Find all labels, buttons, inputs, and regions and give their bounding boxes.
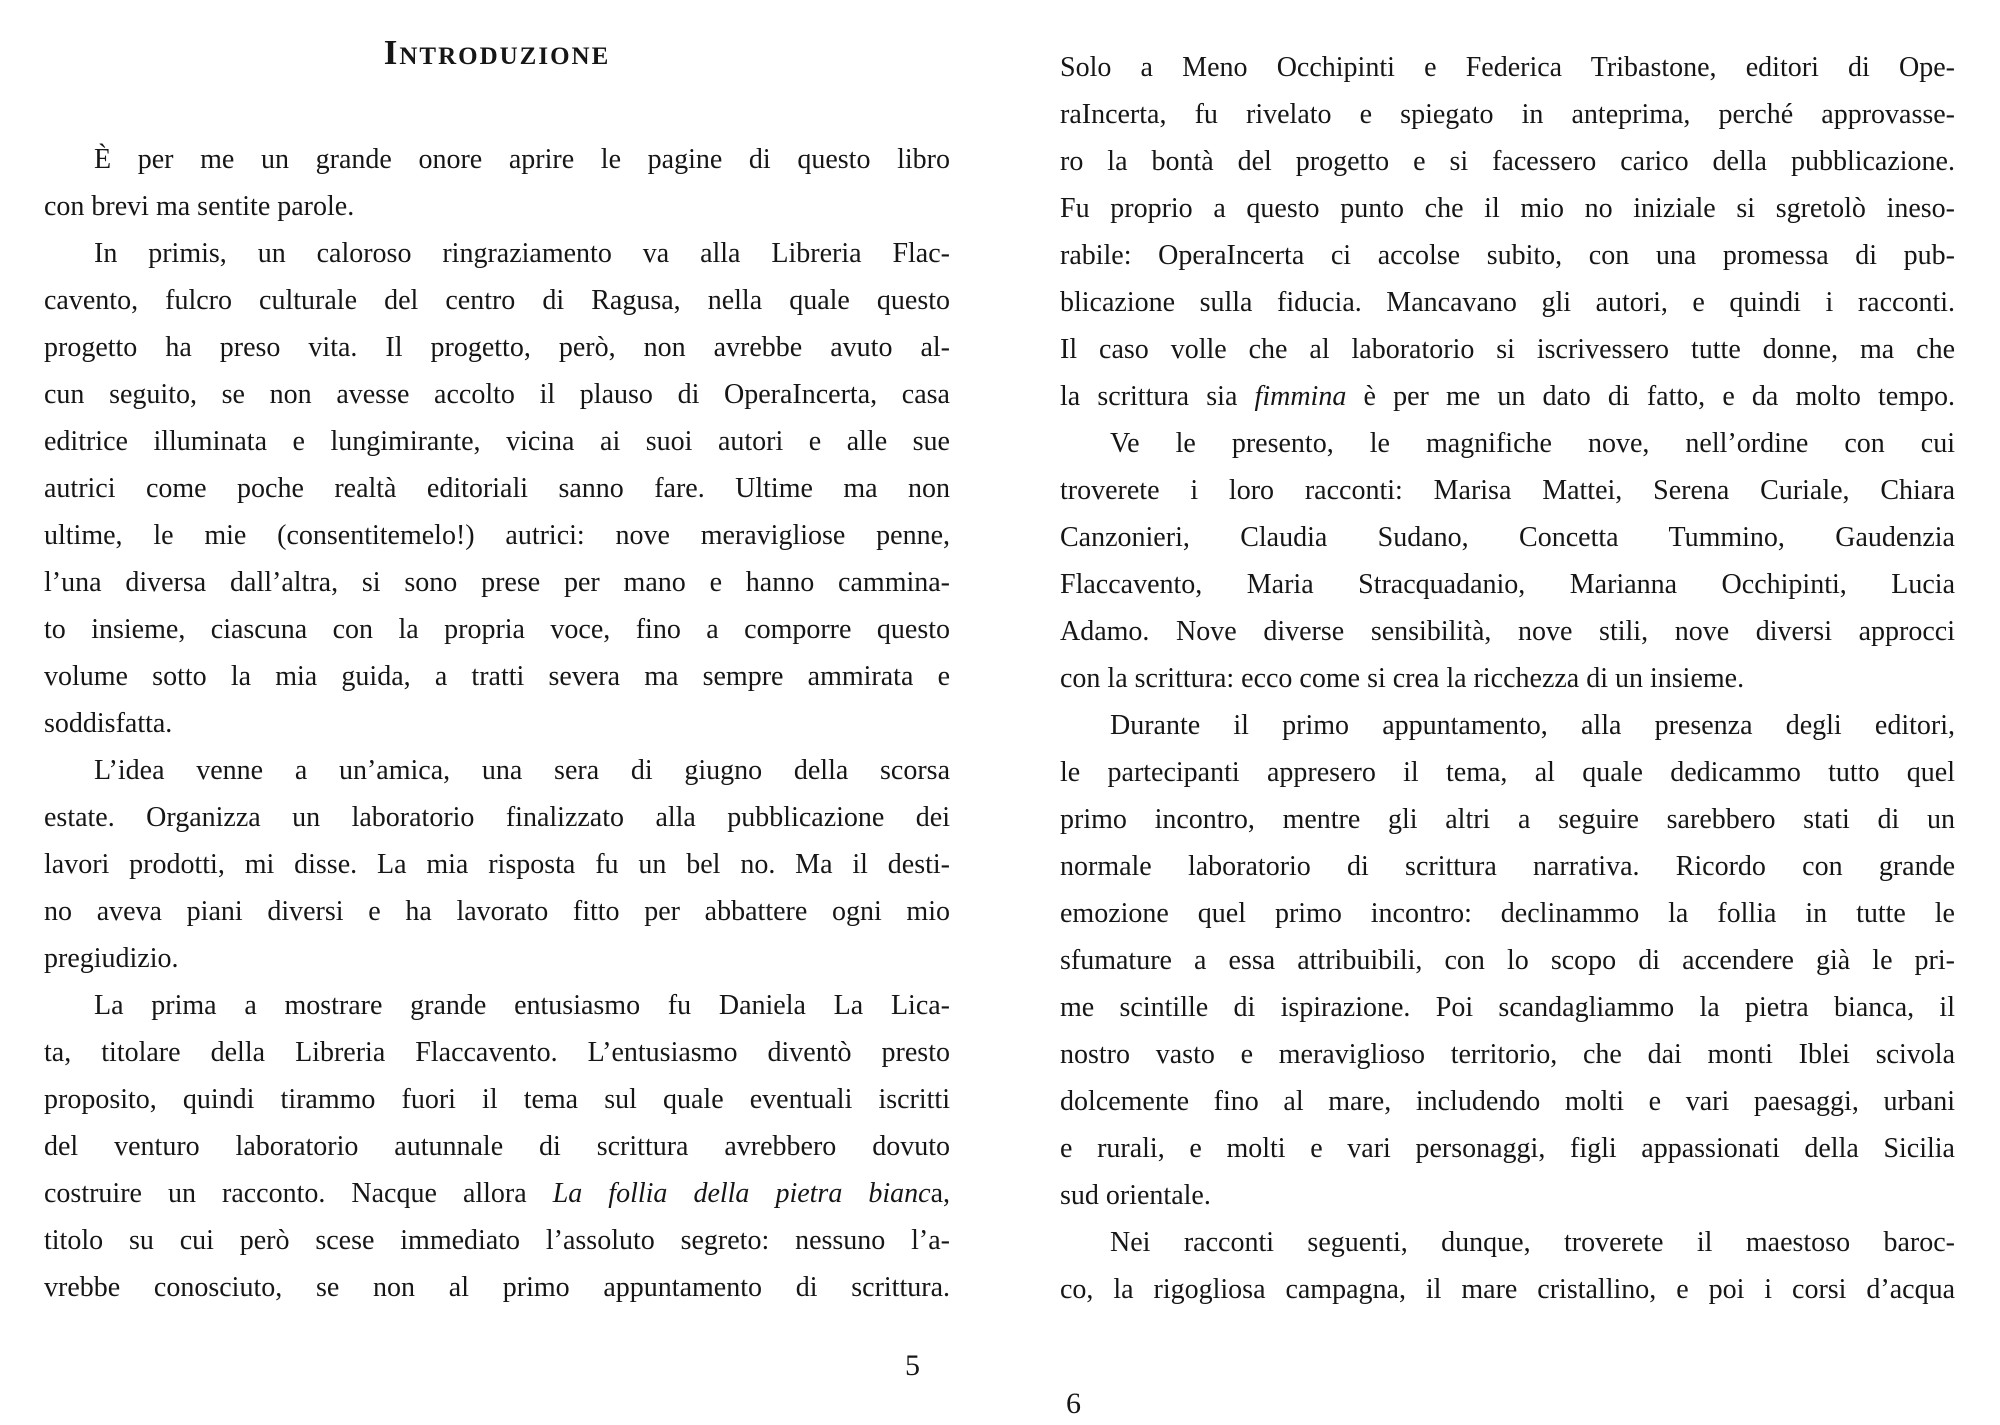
text-segment: titolo su cui però scese immediato l’assoluto segreto: nessuno l’a- [44, 1225, 950, 1256]
text-line [1060, 702, 1955, 749]
text-segment: normale laboratorio di scrittura narrativa. Ricordo con grande [1060, 851, 1955, 882]
text-segment: nostro vasto e meraviglioso territorio, che dai monti Iblei scivola [1060, 1039, 1955, 1070]
text-line [44, 324, 950, 371]
text-segment: cavento, fulcro culturale del centro di Ragusa, nella quale questo [44, 285, 950, 316]
text-line [44, 841, 950, 888]
text-line [44, 465, 950, 512]
text-segment: con brevi ma sentite parole. [44, 191, 355, 222]
text-segment: emozione quel primo incontro: declinammo la follia in tutte le [1060, 898, 1955, 929]
text-segment: me scintille di ispirazione. Poi scandagliammo la pietra bianca, il [1060, 992, 1955, 1023]
text-line [1060, 232, 1955, 279]
text-line [1060, 1219, 1955, 1266]
text-line [44, 1029, 950, 1076]
text-segment: Fu proprio a questo punto che il mio no iniziale si sgretolò ineso- [1060, 193, 1955, 224]
text-line [44, 136, 950, 183]
italic-phrase: La follia della pietra bianc [552, 1178, 931, 1209]
text-line [1060, 1031, 1955, 1078]
text-segment: In primis, un caloroso ringraziamento va alla Libreria Flac- [94, 238, 950, 269]
text-segment: progetto ha preso vita. Il progetto, però, non avrebbe avuto al- [44, 332, 950, 363]
text-segment: to insieme, ciascuna con la propria voce, fino a comporre questo [44, 614, 950, 645]
text-line [1060, 984, 1955, 1031]
text-segment: estate. Organizza un laboratorio finalizzato alla pubblicazione dei [44, 802, 950, 833]
text-line [44, 1170, 950, 1217]
text-block [1060, 44, 1955, 1313]
text-line [1060, 138, 1955, 185]
text-segment: ro la bontà del progetto e si facessero carico della pubblicazione. [1060, 146, 1955, 177]
text-line [44, 1076, 950, 1123]
text-line [44, 747, 950, 794]
text-segment: costruire un racconto. Nacque allora [44, 1178, 553, 1209]
text-line [44, 1123, 950, 1170]
text-segment: rabile: OperaIncerta ci accolse subito, con una promessa di pub- [1060, 240, 1955, 271]
text-line [44, 935, 950, 982]
text-segment: Canzonieri, Claudia Sudano, Concetta Tummino, Gaudenzia [1060, 522, 1955, 553]
text-line [1060, 514, 1955, 561]
text-segment: primo incontro, mentre gli altri a seguire sarebbero stati di un [1060, 804, 1955, 835]
text-line [1060, 1078, 1955, 1125]
text-segment: soddisfatta. [44, 708, 173, 739]
text-segment: con la scrittura: ecco come si crea la ricchezza di un insieme. [1060, 663, 1745, 694]
text-line [44, 512, 950, 559]
text-segment: vrebbe conosciuto, se non al primo appuntamento di scrittura. [44, 1272, 950, 1303]
text-segment: proposito, quindi tirammo fuori il tema sul quale eventuali iscritti [44, 1084, 950, 1115]
text-segment: editrice illuminata e lungimirante, vicina ai suoi autori e alle sue [44, 426, 950, 457]
text-line [44, 183, 950, 230]
text-line [1060, 655, 1955, 702]
text-segment: ultime, le mie (consentitemelo!) autrici: nove meravigliose penne, [44, 520, 950, 551]
text-segment: del venturo laboratorio autunnale di scrittura avrebbero dovuto [44, 1131, 950, 1162]
text-segment: e rurali, e molti e vari personaggi, figli appassionati della Sicilia [1060, 1133, 1955, 1164]
text-block [44, 136, 950, 1311]
text-line [1060, 561, 1955, 608]
text-segment: Ve le presento, le magnifiche nove, nell’ordine con cui [1110, 428, 1955, 459]
text-line [1060, 1266, 1955, 1313]
text-segment: la scrittura sia [1060, 381, 1255, 412]
text-line [44, 794, 950, 841]
page-title: Introduzione [383, 33, 611, 72]
text-line [1060, 890, 1955, 937]
text-line [1060, 937, 1955, 984]
text-line [44, 1217, 950, 1264]
text-line [1060, 608, 1955, 655]
text-segment: Flaccavento, Maria Stracquadanio, Marianna Occhipinti, Lucia [1060, 569, 1955, 600]
text-segment: le partecipanti appresero il tema, al quale dedicammo tutto quel [1060, 757, 1955, 788]
text-line [44, 700, 950, 747]
text-segment: sud orientale. [1060, 1180, 1211, 1211]
page-number-left: 5 [905, 1349, 920, 1382]
text-line [1060, 467, 1955, 514]
text-line [1060, 44, 1955, 91]
text-line [44, 277, 950, 324]
text-segment: raIncerta, fu rivelato e spiegato in anteprima, perché approvasse- [1060, 99, 1955, 130]
text-line [44, 653, 950, 700]
text-segment: È per me un grande onore aprire le pagine di questo libro [94, 144, 950, 175]
page-left [44, 32, 950, 1311]
text-segment: Nei racconti seguenti, dunque, troverete il maestoso baroc- [1110, 1227, 1955, 1258]
text-line [1060, 279, 1955, 326]
text-line [1060, 91, 1955, 138]
text-line [1060, 326, 1955, 373]
text-segment: a, [930, 1178, 950, 1209]
text-line [44, 559, 950, 606]
text-line [44, 606, 950, 653]
text-segment: co, la rigogliosa campagna, il mare cristallino, e poi i corsi d’acqua [1060, 1274, 1955, 1305]
text-segment: cun seguito, se non avesse accolto il plauso di OperaIncerta, casa [44, 379, 950, 410]
text-line [44, 888, 950, 935]
text-segment: sfumature a essa attribuibili, con lo scopo di accendere già le pri- [1060, 945, 1955, 976]
text-segment: troverete i loro racconti: Marisa Mattei, Serena Curiale, Chiara [1060, 475, 1955, 506]
text-segment: Adamo. Nove diverse sensibilità, nove stili, nove diversi approcci [1060, 616, 1955, 647]
text-segment: Il caso volle che al laboratorio si iscrivessero tutte donne, ma che [1060, 334, 1955, 365]
text-segment: autrici come poche realtà editoriali sanno fare. Ultime ma non [44, 473, 950, 504]
text-line [1060, 373, 1955, 420]
text-segment: L’idea venne a un’amica, una sera di giugno della scorsa [94, 755, 950, 786]
text-segment: lavori prodotti, mi disse. La mia risposta fu un bel no. Ma il desti- [44, 849, 950, 880]
text-line [44, 982, 950, 1029]
text-line [1060, 796, 1955, 843]
text-segment: Solo a Meno Occhipinti e Federica Tribastone, editori di Ope- [1060, 52, 1955, 83]
text-segment: La prima a mostrare grande entusiasmo fu Daniela La Lica- [94, 990, 950, 1021]
text-line [1060, 843, 1955, 890]
text-line [1060, 420, 1955, 467]
text-segment: pregiudizio. [44, 943, 179, 974]
text-line [1060, 749, 1955, 796]
text-line [44, 418, 950, 465]
text-line [1060, 1172, 1955, 1219]
text-segment: no aveva piani diversi e ha lavorato fitto per abbattere ogni mio [44, 896, 950, 927]
text-segment: Durante il primo appuntamento, alla presenza degli editori, [1110, 710, 1955, 741]
text-line [1060, 1125, 1955, 1172]
text-segment: l’una diversa dall’altra, si sono prese per mano e hanno cammina- [44, 567, 950, 598]
text-line [44, 371, 950, 418]
text-segment: dolcemente fino al mare, includendo molti e vari paesaggi, urbani [1060, 1086, 1955, 1117]
text-line [44, 1264, 950, 1311]
page-right [1060, 44, 1955, 1313]
text-segment: è per me un dato di fatto, e da molto tempo. [1346, 381, 1955, 412]
text-line [1060, 185, 1955, 232]
text-segment: blicazione sulla fiducia. Mancavano gli autori, e quindi i racconti. [1060, 287, 1955, 318]
text-line [44, 230, 950, 277]
text-segment: volume sotto la mia guida, a tratti severa ma sempre ammirata e [44, 661, 950, 692]
page-number-right: 6 [1066, 1387, 1081, 1420]
italic-phrase: fimmina [1254, 381, 1347, 412]
text-segment: ta, titolare della Libreria Flaccavento. L’entusiasmo diventò presto [44, 1037, 950, 1068]
